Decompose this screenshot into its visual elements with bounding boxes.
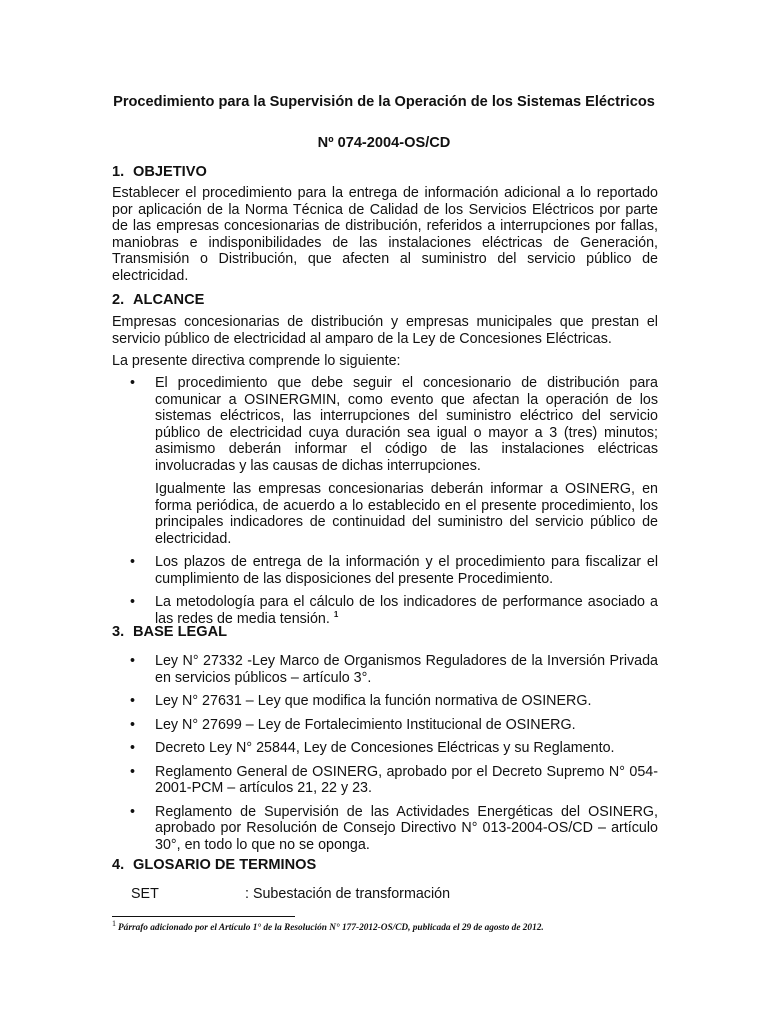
section-title: GLOSARIO DE TERMINOS: [133, 857, 317, 873]
bullet-icon: •: [130, 594, 136, 610]
footnote-text: Párrafo adicionado por el Artículo 1° de la Resolución N° 177-2012-OS/CD, publicada el 29 de agosto de 2012.: [118, 923, 544, 933]
section-2-list: [112, 375, 658, 627]
list-item: [112, 375, 658, 474]
glossary-definition: : Subestación de transformación: [245, 886, 451, 902]
list-item-text: La metodología para el cálculo de los indicadores de performance asociado a las redes de media tensión.: [155, 594, 658, 627]
section-number: 4.: [112, 857, 125, 873]
section-2-heading: [112, 292, 204, 309]
glossary-entry: [131, 886, 450, 903]
section-3-list: [112, 653, 658, 853]
footnote: [112, 918, 672, 934]
section-title: ALCANCE: [133, 292, 205, 308]
bullet-icon: •: [130, 375, 136, 391]
list-item-text: Ley N° 27631 – Ley que modifica la función normativa de OSINERG.: [155, 693, 592, 709]
footnote-separator: [112, 916, 295, 917]
document-title: Procedimiento para la Supervisión de la Operación de los Sistemas Eléctricos: [113, 94, 655, 110]
bullet-icon: •: [130, 803, 136, 820]
list-item: [112, 693, 658, 710]
section-title: OBJETIVO: [133, 164, 207, 180]
list-item: [112, 594, 658, 627]
bullet-icon: •: [130, 693, 136, 709]
list-item-text: Reglamento General de OSINERG, aprobado por el Decreto Supremo N° 054-2001-PCM – artículos 21, 22 y 23.: [155, 763, 658, 796]
section-number: 2.: [112, 292, 125, 308]
section-3-heading: [112, 624, 227, 641]
list-item-text: Decreto Ley N° 25844, Ley de Concesiones Eléctricas y su Reglamento.: [155, 740, 615, 756]
list-item: [112, 764, 658, 797]
list-item-text: El procedimiento que debe seguir el concesionario de distribución para comunicar a OSINERGMIN, como evento que afectan la operación de los sistemas eléctricos, las interrupciones del suministro eléctrico del servicio público de electricidad cuya duración sea igual o mayor a 3 (tres) minutos; asimismo deberán informar el código de las instalaciones eléctricas involucradas y las causas de dichas interrupciones.: [155, 375, 658, 474]
section-1-heading: [112, 164, 207, 181]
list-item-text: Ley N° 27699 – Ley de Fortalecimiento Institucional de OSINERG.: [155, 716, 576, 733]
footnote-mark: 1: [112, 918, 116, 928]
glossary-term: SET: [131, 886, 159, 902]
section-1-body: Establecer el procedimiento para la entrega de información adicional a lo reportado por aplicación de la Norma Técnica de Calidad de los Servicios Eléctricos por parte de las empresas concesionarias de distribución, referidos a interrupciones por fallas, maniobras e indisponibilidades de las instalaciones eléctricas de Generación, Transmisión o Distribución, que afecten al suministro del servicio público de electricidad.: [112, 185, 658, 284]
section-number: 3.: [112, 624, 125, 640]
list-item-text: Ley N° 27332 -Ley Marco de Organismos Reguladores de la Inversión Privada en servicios públicos – artículo 3°.: [155, 653, 658, 686]
list-item-continuation: Igualmente las empresas concesionarias deberán informar a OSINERG, en forma periódica, de acuerdo a lo establecido en el presente procedimiento, los principales indicadores de continuidad del suministro del servicio público de electricidad.: [155, 481, 658, 547]
list-item: [112, 740, 658, 757]
footnote-reference: 1: [333, 609, 339, 619]
list-item: [112, 804, 658, 854]
bullet-icon: •: [130, 716, 136, 733]
list-item: [112, 554, 658, 587]
section-4-heading: [112, 857, 316, 874]
section-2-body: Empresas concesionarias de distribución y empresas municipales que prestan el servicio público de electricidad al amparo de la Ley de Concesiones Eléctricas.: [112, 314, 658, 347]
section-2-intro: La presente directiva comprende lo siguiente:: [112, 353, 401, 369]
bullet-icon: •: [130, 653, 136, 669]
bullet-icon: •: [130, 740, 136, 756]
list-item-text: Los plazos de entrega de la información y el procedimiento para fiscalizar el cumplimiento de las disposiciones del presente Procedimiento.: [155, 554, 658, 587]
bullet-icon: •: [130, 763, 136, 780]
list-item: [112, 653, 658, 686]
list-item: [112, 717, 658, 734]
list-item-text: Reglamento de Supervisión de las Actividades Energéticas del OSINERG, aprobado por Resolución de Consejo Directivo N° 013-2004-OS/CD – artículo 30°, en todo lo que no se oponga.: [155, 803, 658, 853]
section-number: 1.: [112, 164, 125, 180]
section-title: BASE LEGAL: [133, 624, 228, 640]
bullet-icon: •: [130, 554, 136, 570]
document-number: Nº 074-2004-OS/CD: [317, 135, 451, 151]
